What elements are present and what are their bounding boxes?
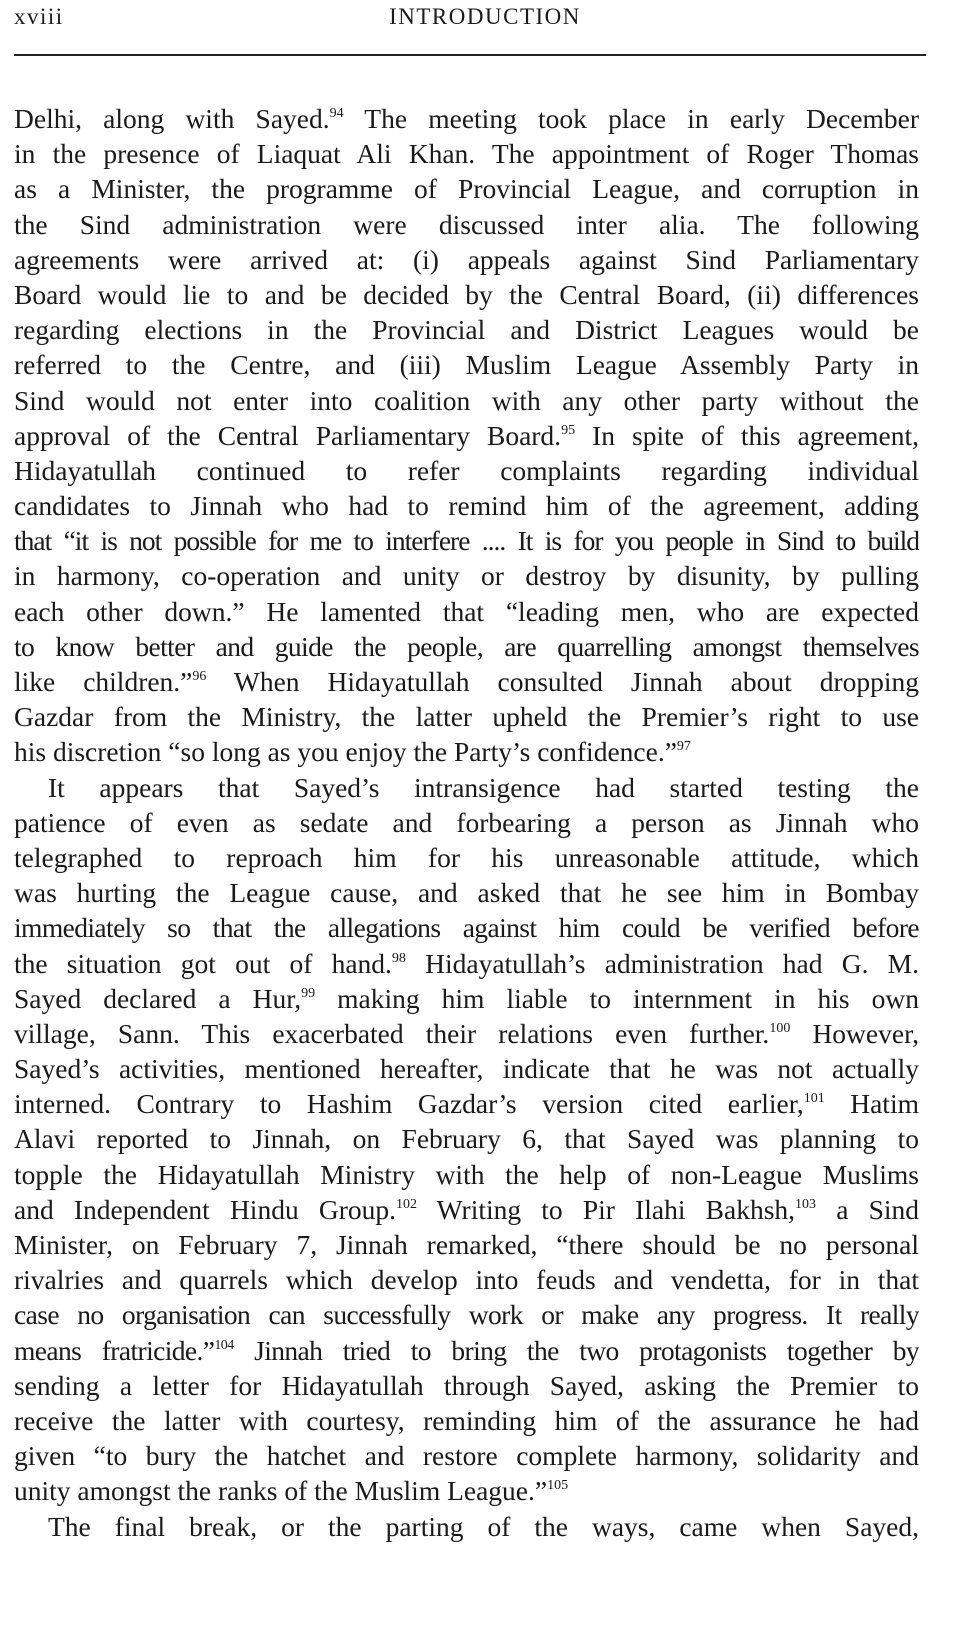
text-line <box>14 383 919 418</box>
text-line <box>14 242 919 277</box>
text-run: agreements were arrived at: (i) appeals against Sind Parliamentary <box>14 243 919 275</box>
text-run: case no organisation can successfully work or make any progress. It really <box>14 1299 919 1331</box>
text-line <box>14 523 919 558</box>
text-line <box>14 1157 919 1192</box>
text-run: Gazdar from the Ministry, the latter upheld the Premier’s right to use <box>14 701 919 733</box>
text-run: Delhi, along with Sayed. <box>14 103 330 134</box>
text-line <box>14 1403 919 1438</box>
text-run: Minister, on February 7, Jinnah remarked, “there should be no personal <box>14 1229 919 1260</box>
text-run: referred to the Centre, and (iii) Muslim League Assembly Party in <box>14 349 919 381</box>
paragraph-first-line <box>14 1509 919 1544</box>
text-run: as a Minister, the programme of Provincial League, and corruption in <box>14 173 919 205</box>
text-line <box>14 981 919 1016</box>
text-run: means fratricide.” <box>14 1334 215 1366</box>
text-run: each other down.” He lamented that “leading men, who are expected <box>14 595 919 627</box>
text-run: Hidayatullah continued to refer complaints regarding individual <box>14 454 919 486</box>
text-run: approval of the Central Parliamentary Board. <box>14 419 562 451</box>
text-run: Hidayatullah’s administration had G. M. <box>405 947 919 979</box>
footnote-ref: 100 <box>769 1020 791 1036</box>
text-line <box>14 875 919 910</box>
text-run: topple the Hidayatullah Ministry with the help of non-League Muslims <box>14 1158 919 1190</box>
footnote-ref: 103 <box>795 1196 817 1212</box>
text-line <box>14 136 919 171</box>
footnote-ref: 96 <box>192 669 207 684</box>
text-run: making him liable to internment in his own <box>315 982 919 1014</box>
text-line <box>14 594 919 629</box>
text-run: Board would lie to and be decided by the Central Board, (ii) differences <box>14 278 919 310</box>
text-run: The meeting took place in early December <box>343 103 919 134</box>
text-run: was hurting the League cause, and asked that he see him in Bombay <box>14 877 919 909</box>
text-line <box>14 1051 919 1086</box>
text-line <box>14 312 919 347</box>
text-line <box>14 1121 919 1156</box>
text-line <box>14 1297 919 1332</box>
text-line <box>14 1016 919 1051</box>
text-line <box>14 734 919 769</box>
footnote-ref: 97 <box>676 739 691 755</box>
text-line <box>14 277 919 312</box>
text-line <box>14 1192 919 1227</box>
text-run: telegraphed to reproach him for his unreasonable attitude, which <box>14 841 919 873</box>
text-line <box>14 171 919 206</box>
text-run: the Sind administration were discussed inter alia. The following <box>14 208 919 240</box>
text-run: Sayed’s activities, mentioned hereafter, indicate that he was not actually <box>14 1053 919 1085</box>
text-line <box>14 1227 919 1262</box>
text-line <box>14 699 919 734</box>
running-head-title: INTRODUCTION <box>389 4 581 29</box>
running-head <box>14 4 946 34</box>
text-line <box>14 558 919 593</box>
text-run: the situation got out of hand. <box>14 947 392 979</box>
text-line <box>14 664 919 699</box>
text-line <box>14 418 919 453</box>
paragraph-first-line <box>14 770 919 805</box>
text-run: However, <box>790 1017 919 1049</box>
text-run: village, Sann. This exacerbated their relations even further. <box>14 1017 770 1049</box>
text-line <box>14 488 919 523</box>
footnote-ref: 99 <box>301 985 316 1001</box>
text-run: sending a letter for Hidayatullah through Sayed, asking the Premier to <box>14 1369 919 1401</box>
text-line <box>14 101 919 136</box>
footnote-ref: 102 <box>396 1196 418 1212</box>
text-run: It appears that Sayed’s intransigence had started testing the <box>48 771 919 803</box>
page-number: xviii <box>14 4 64 29</box>
text-run: regarding elections in the Provincial and District Leagues would be <box>14 314 919 346</box>
text-line <box>14 1262 919 1297</box>
text-line <box>14 629 919 664</box>
footnote-ref: 95 <box>561 422 576 438</box>
text-run: Sayed declared a Hur, <box>14 982 302 1014</box>
text-run: rivalries and quarrels which develop into feuds and vendetta, for in that <box>14 1264 919 1296</box>
text-run: his discretion “so long as you enjoy the Party’s confidence.” <box>14 736 677 768</box>
text-run: interned. Contrary to Hashim Gazdar’s version cited earlier, <box>14 1088 804 1120</box>
text-line <box>14 910 919 945</box>
text-line <box>14 1438 919 1473</box>
text-line <box>14 805 919 840</box>
text-run: that “it is not possible for me to interfere .... It is for you people in Sind to build <box>14 525 919 557</box>
text-run: Hatim <box>824 1088 919 1120</box>
text-run: in harmony, co-operation and unity or destroy by disunity, by pulling <box>14 560 919 592</box>
text-run: immediately so that the allegations against him could be verified before <box>14 912 919 944</box>
text-run: to know better and guide the people, are quarrelling amongst themselves <box>14 630 919 662</box>
footnote-ref: 104 <box>214 1337 234 1353</box>
text-run: in the presence of Liaquat Ali Khan. The appointment of Roger Thomas <box>14 138 919 170</box>
text-run: like children.” <box>14 666 193 697</box>
text-line <box>14 1086 919 1121</box>
body-text <box>14 101 919 1544</box>
footnote-ref: 98 <box>391 950 406 966</box>
text-line <box>14 840 919 875</box>
text-run: a Sind <box>816 1193 919 1225</box>
text-run: unity amongst the ranks of the Muslim League.” <box>14 1475 548 1507</box>
footnote-ref: 94 <box>329 106 344 121</box>
text-run: Sind would not enter into coalition with any other party without the <box>14 384 919 416</box>
text-line <box>14 453 919 488</box>
text-run: The final break, or the parting of the ways, came when Sayed, <box>48 1510 919 1542</box>
text-line <box>14 1473 919 1508</box>
text-line <box>14 207 919 242</box>
footnote-ref: 105 <box>547 1478 569 1494</box>
text-run: receive the latter with courtesy, reminding him of the assurance he had <box>14 1404 919 1436</box>
header-rule <box>14 54 926 56</box>
text-run: Writing to Pir Ilahi Bakhsh, <box>417 1193 796 1225</box>
text-line <box>14 347 919 382</box>
text-line <box>14 1368 919 1403</box>
text-run: given “to bury the hatchet and restore complete harmony, solidarity and <box>14 1440 919 1472</box>
text-run: and Independent Hindu Group. <box>14 1193 397 1225</box>
footnote-ref: 101 <box>803 1091 825 1107</box>
text-line <box>14 946 919 981</box>
text-run: Jinnah tried to bring the two protagonists together by <box>233 1334 919 1366</box>
text-run: candidates to Jinnah who had to remind him of the agreement, adding <box>14 490 919 522</box>
text-line <box>14 1333 919 1368</box>
text-run: patience of even as sedate and forbearing a person as Jinnah who <box>14 806 919 838</box>
text-run: Alavi reported to Jinnah, on February 6, that Sayed was planning to <box>14 1123 919 1155</box>
text-run: When Hidayatullah consulted Jinnah about dropping <box>206 666 919 697</box>
text-run: In spite of this agreement, <box>575 419 919 451</box>
